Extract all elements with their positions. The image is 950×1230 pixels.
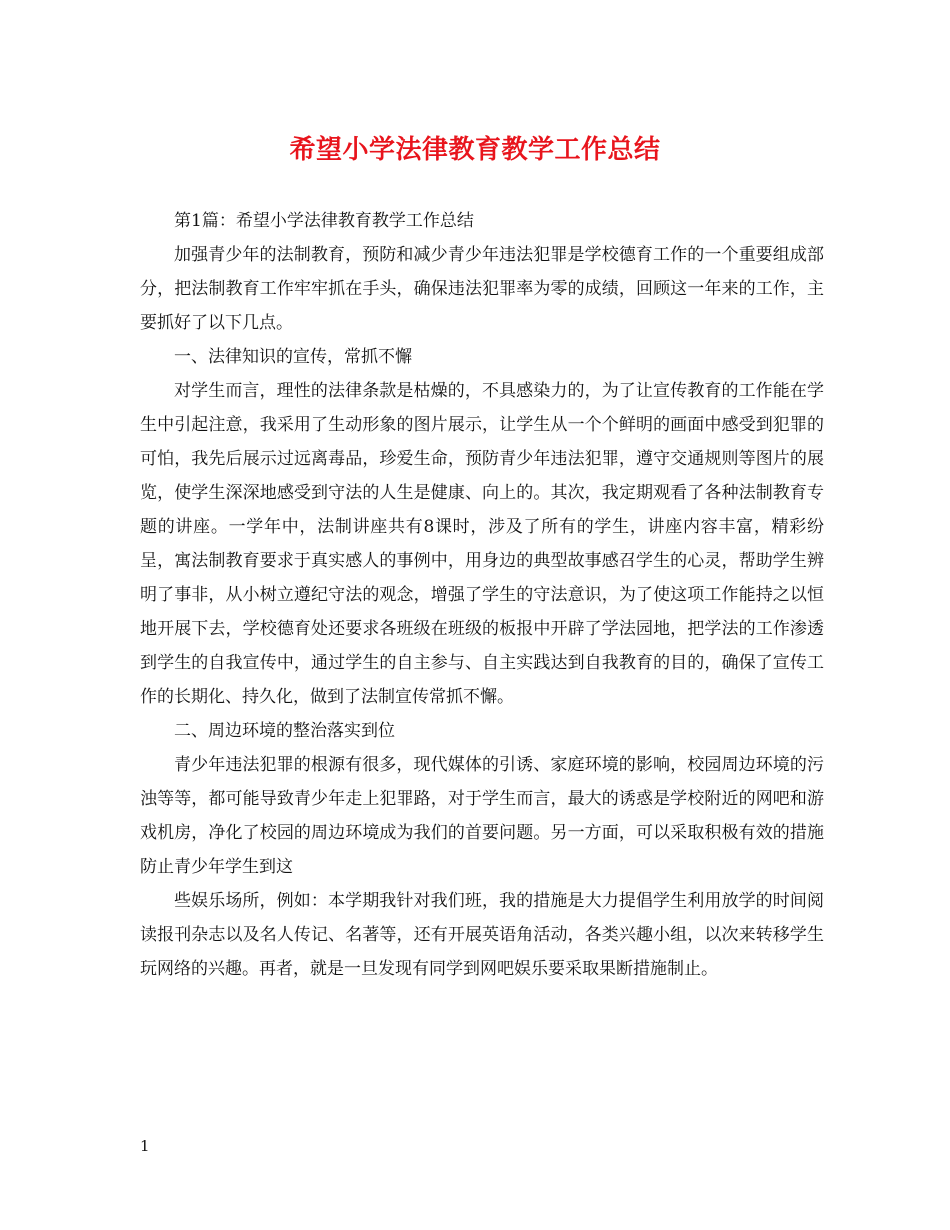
page-number: 1 [140, 1137, 150, 1155]
intro-paragraph: 加强青少年的法制教育，预防和减少青少年违法犯罪是学校德育工作的一个重要组成部分，把法制教育工作牢牢抓在手头，确保违法犯罪率为零的成绩，回顾这一年来的工作，主要抓好了以下几点。 [140, 245, 824, 333]
section-2-continued-paragraph: 些娱乐场所，例如：本学期我针对我们班，我的措施是大力提倡学生利用放学的时间阅读报刊杂志以及名人传记、名著等，还有开展英语角活动，各类兴趣小组，以次来转移学生玩网络的兴趣。再者，就是一旦发现有同学到网吧娱乐要采取果断措施制止。 [140, 891, 824, 979]
section-1-paragraph: 对学生而言，理性的法律条款是枯燥的，不具感染力的，为了让宣传教育的工作能在学生中引起注意，我采用了生动形象的图片展示，让学生从一个个鲜明的画面中感受到犯罪的可怕，我先后展示过远离毒品，珍爱生命，预防青少年违法犯罪，遵守交通规则等图片的展览，使学生深深地感受到守法的人生是健康、向上的。其次，我定期观看了各种法制教育专题的讲座。一学年中，法制讲座共有8课时，涉及了所有的学生，讲座内容丰富，精彩纷呈，寓法制教育要求于真实感人的事例中，用身边的典型故事感召学生的心灵，帮助学生辨明了事非，从小树立遵纪守法的观念，增强了学生的守法意识，为了使这项工作能持之以恒地开展下去，学校德育处还要求各班级在班级的板报中开辟了学法园地，把学法的工作渗透到学生的自我宣传中，通过学生的自主参与、自主实践达到自我教育的目的，确保了宣传工作的长期化、持久化，做到了法制宣传常抓不懈。 [140, 381, 824, 707]
section-2-paragraph: 青少年违法犯罪的根源有很多，现代媒体的引诱、家庭环境的影响，校园周边环境的污浊等等，都可能导致青少年走上犯罪路，对于学生而言，最大的诱惑是学校附近的网吧和游戏机房，净化了校园的周边环境成为我们的首要问题。另一方面，可以采取积极有效的措施防止青少年学生到这 [140, 755, 824, 877]
subtitle-paragraph: 第1篇：希望小学法律教育教学工作总结 [174, 211, 474, 231]
section-heading-1: 一、法律知识的宣传，常抓不懈 [174, 347, 412, 367]
document-body [140, 204, 824, 986]
document-title: 希望小学法律教育教学工作总结 [289, 135, 661, 165]
section-heading-2: 二、周边环境的整治落实到位 [174, 721, 395, 741]
